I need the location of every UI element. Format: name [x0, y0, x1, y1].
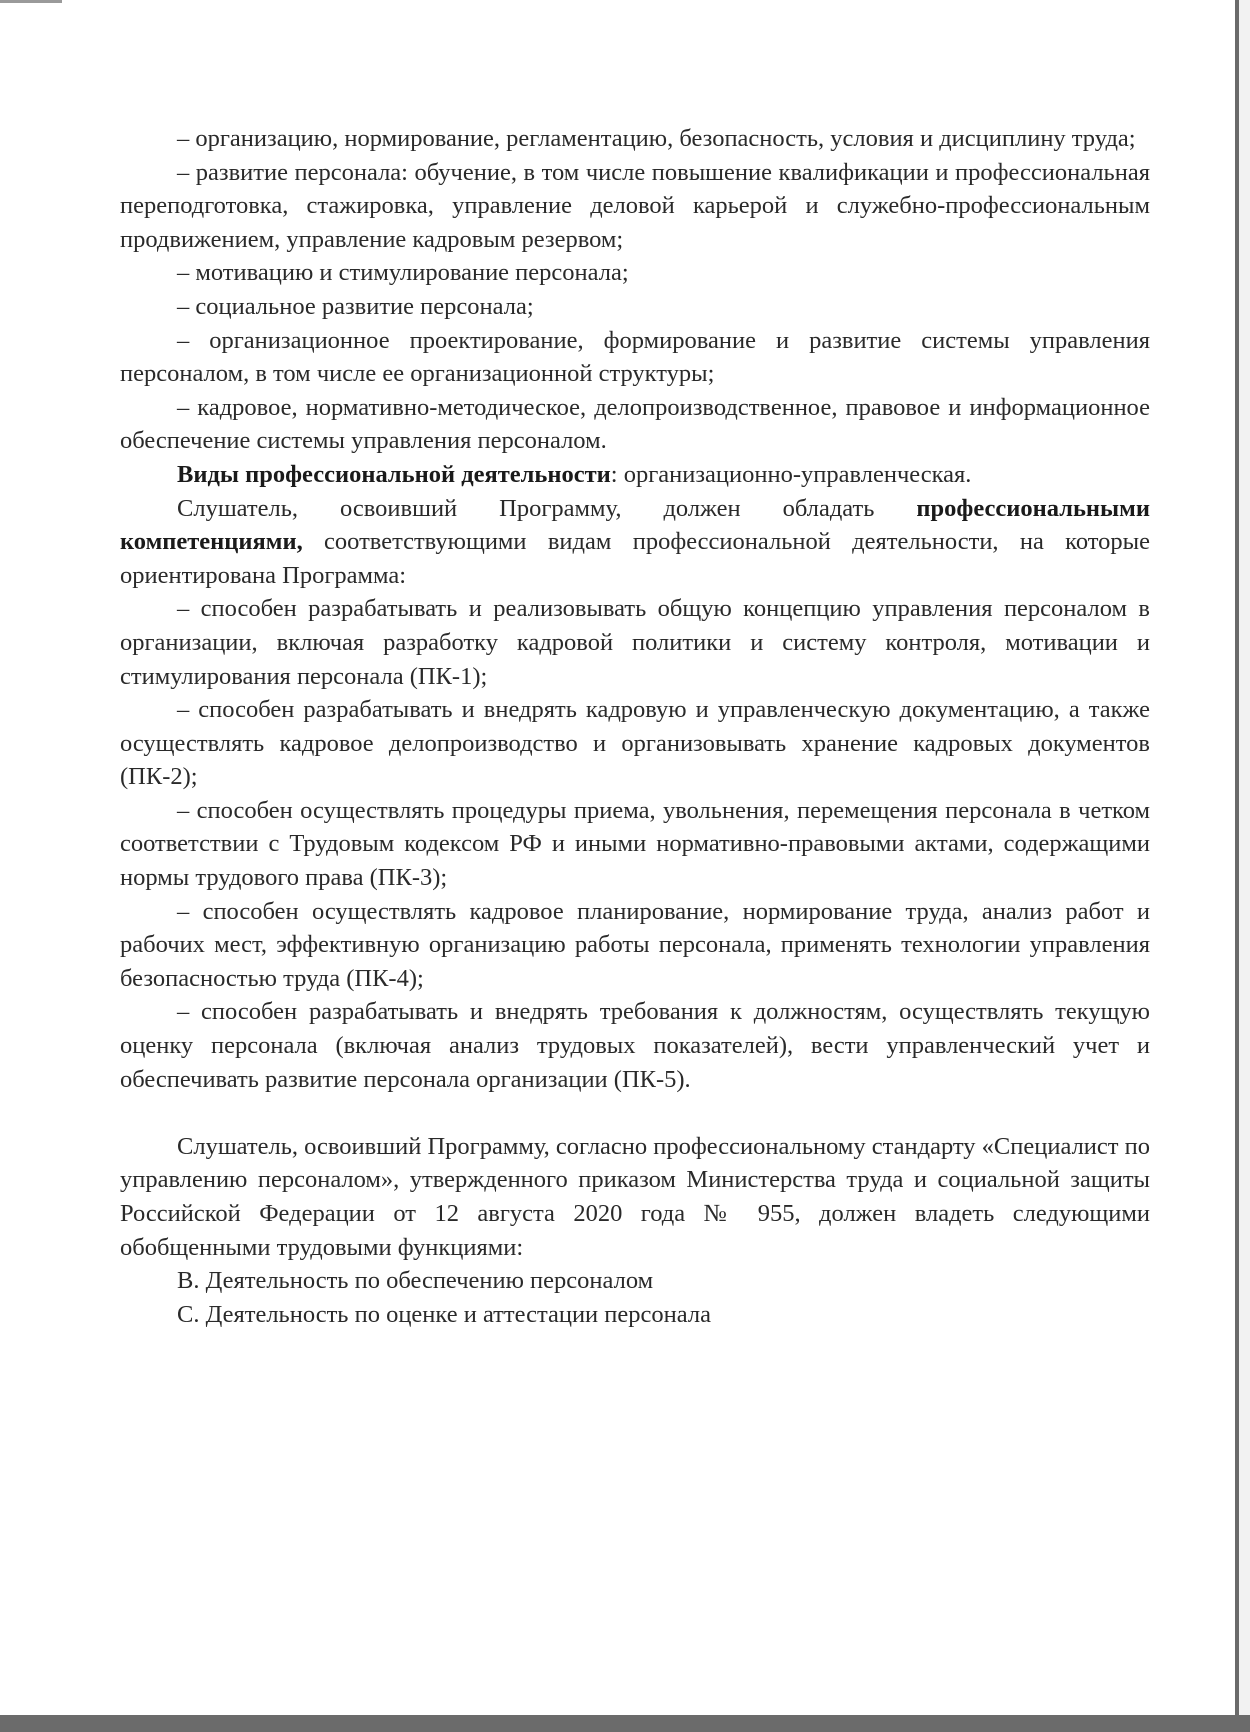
- scan-right-margin: [1239, 0, 1250, 1732]
- text: – организацию, нормирование, регламентацию, безопасность, условия и дисциплину труда;: [177, 125, 1136, 152]
- paragraph: [120, 156, 1150, 257]
- text: – способен разрабатывать и внедрять требования к должностям, осуществлять текущую оценку персонала (включая анализ трудовых показателей), вести управленческий учет и обеспечивать развитие персонала организации (ПК-5).: [120, 998, 1150, 1093]
- paragraph: [120, 895, 1150, 996]
- paragraph: [120, 458, 1150, 492]
- paragraph: [120, 391, 1150, 458]
- paragraph: [120, 693, 1150, 794]
- text: – социальное развитие персонала;: [177, 292, 534, 320]
- text: : организационно-управленческая.: [610, 460, 972, 488]
- paragraph: [120, 492, 1150, 593]
- document-page: [120, 122, 1150, 1331]
- text: – развитие персонала: обучение, в том числе повышение квалификации и профессиональная переподготовка, стажировка, управление деловой карьерой и служебно-профессиональным продвижением, управление кадровым резервом;: [120, 158, 1150, 253]
- paragraph: [120, 1298, 1150, 1332]
- paragraph: [120, 995, 1150, 1096]
- paragraph: [120, 122, 1150, 156]
- paragraph: [120, 794, 1150, 895]
- text: – кадровое, нормативно-методическое, делопроизводственное, правовое и информационное обеспечение системы управления персоналом.: [120, 393, 1150, 455]
- text: C. Деятельность по оценке и аттестации персонала: [177, 1300, 711, 1328]
- text: Слушатель, освоивший Программу, должен обладать: [177, 494, 917, 522]
- scan-bottom-edge: [0, 1715, 1250, 1732]
- paragraph: [120, 290, 1150, 324]
- text: – организационное проектирование, формирование и развитие системы управления персоналом, в том числе ее организационной структуры;: [120, 326, 1150, 388]
- scan-top-mark: [0, 0, 62, 3]
- text: B. Деятельность по обеспечению персоналом: [177, 1267, 654, 1295]
- text: – мотивацию и стимулирование персонала;: [177, 259, 629, 287]
- text: Слушатель, освоивший Программу, согласно профессиональному стандарту «Специалист по управлению персоналом», утвержденного приказом Министерства труда и социальной защиты Российской Федерации от 12 августа 2020 года № 955, должен владеть следующими обобщенными трудовыми функциями:: [120, 1132, 1150, 1261]
- paragraph: [120, 1264, 1150, 1298]
- paragraph: [120, 592, 1150, 693]
- text: – способен разрабатывать и реализовывать общую концепцию управления персоналом в организации, включая разработку кадровой политики и систему контроля, мотивации и стимулирования персонала (ПК-1);: [120, 595, 1150, 690]
- paragraph: [120, 256, 1150, 290]
- text: – способен осуществлять кадровое планирование, нормирование труда, анализ работ и рабочих мест, эффективную организацию работы персонала, применять технологии управления безопасностью труда (ПК-4);: [120, 897, 1150, 992]
- text: соответствующими видам профессиональной деятельности, на которые ориентирована Программа:: [120, 528, 1150, 589]
- bold-text: Виды профессиональной деятельности: [177, 460, 611, 488]
- bold-text: профессиональными компетенциями,: [120, 494, 1150, 556]
- paragraph: [120, 1130, 1150, 1264]
- text: – способен осуществлять процедуры приема, увольнения, перемещения персонала в четком соответствии с Трудовым кодексом РФ и иными нормативно-правовыми актами, содержащими нормы трудового права (ПК-3);: [120, 796, 1150, 892]
- paragraph: [120, 324, 1150, 391]
- text: – способен разрабатывать и внедрять кадровую и управленческую документацию, а также осуществлять кадровое делопроизводство и организовывать хранение кадровых документов (ПК-2);: [120, 696, 1150, 791]
